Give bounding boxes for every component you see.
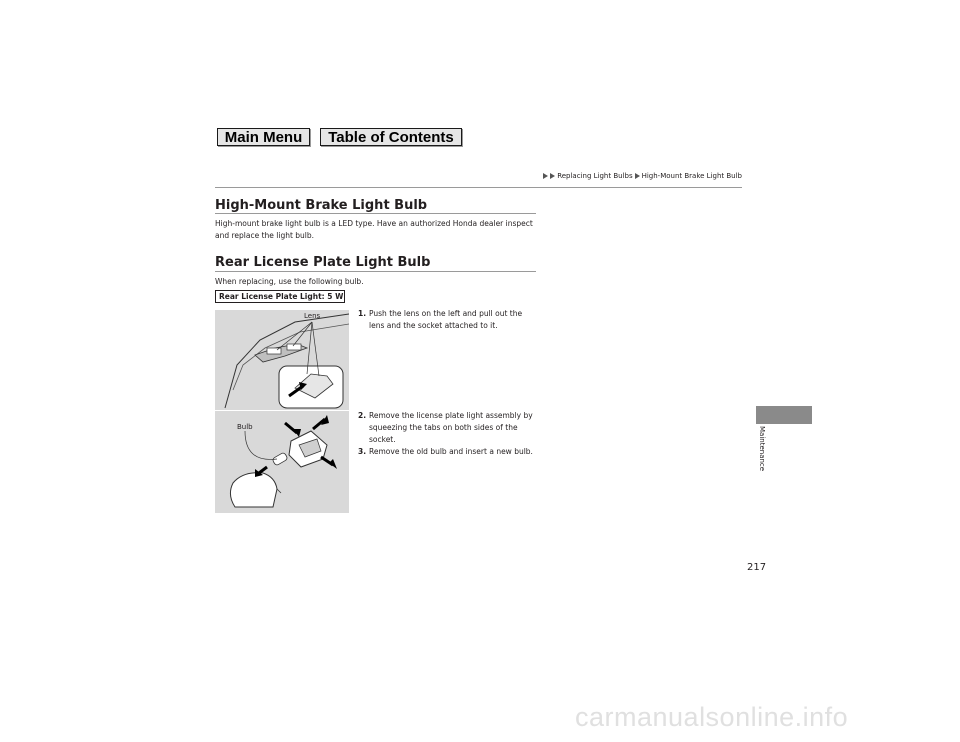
breadcrumb-item-high-mount: High-Mount Brake Light Bulb [641,172,742,180]
bulb-replacement-illustration [215,411,349,513]
step-item [358,308,538,332]
step-item [358,410,538,446]
main-menu-button[interactable]: Main Menu [217,128,310,146]
header-divider [215,187,742,188]
breadcrumb [543,172,742,180]
step-list-1 [358,308,538,332]
step-number: 2. [358,411,367,420]
section-title-high-mount: High-Mount Brake Light Bulb [215,198,428,213]
breadcrumb-item-replacing-light-bulbs: Replacing Light Bulbs [557,172,633,180]
step-text: Remove the old bulb and insert a new bulb. [369,447,533,456]
watermark: carmanualsonline.info [575,702,849,732]
bulb-label: Bulb [237,423,253,431]
bulb-spec-box: Rear License Plate Light: 5 W [215,290,345,303]
lens-removal-illustration [215,310,349,410]
step-text: Push the lens on the left and pull out the lens and the socket attached to it. [369,309,523,330]
breadcrumb-arrow-icon [635,173,640,179]
lens-label: Lens [304,312,321,320]
section-title-rear-license: Rear License Plate Light Bulb [215,255,431,270]
step-number: 3. [358,447,367,456]
step-text: Remove the license plate light assembly by squeezing the tabs on both sides of the socket. [369,411,533,444]
breadcrumb-arrow-icon [543,173,548,179]
figure-bulb-replacement [215,411,349,513]
breadcrumb-arrow-icon [550,173,555,179]
step-item [358,446,538,458]
chapter-tab-label: Maintenance [758,426,766,472]
section-divider [215,213,536,214]
section-divider [215,271,536,272]
chapter-tab[interactable] [756,406,812,424]
table-of-contents-button[interactable]: Table of Contents [320,128,462,146]
page-number: 217 [747,562,767,573]
step-list-2 [358,410,538,458]
section-body-high-mount: High-mount brake light bulb is a LED type. Have an authorized Honda dealer inspect and replace the light bulb. [215,219,533,240]
figure-lens-removal [215,310,349,410]
section-intro-rear-license: When replacing, use the following bulb. [215,277,364,286]
step-number: 1. [358,309,367,318]
